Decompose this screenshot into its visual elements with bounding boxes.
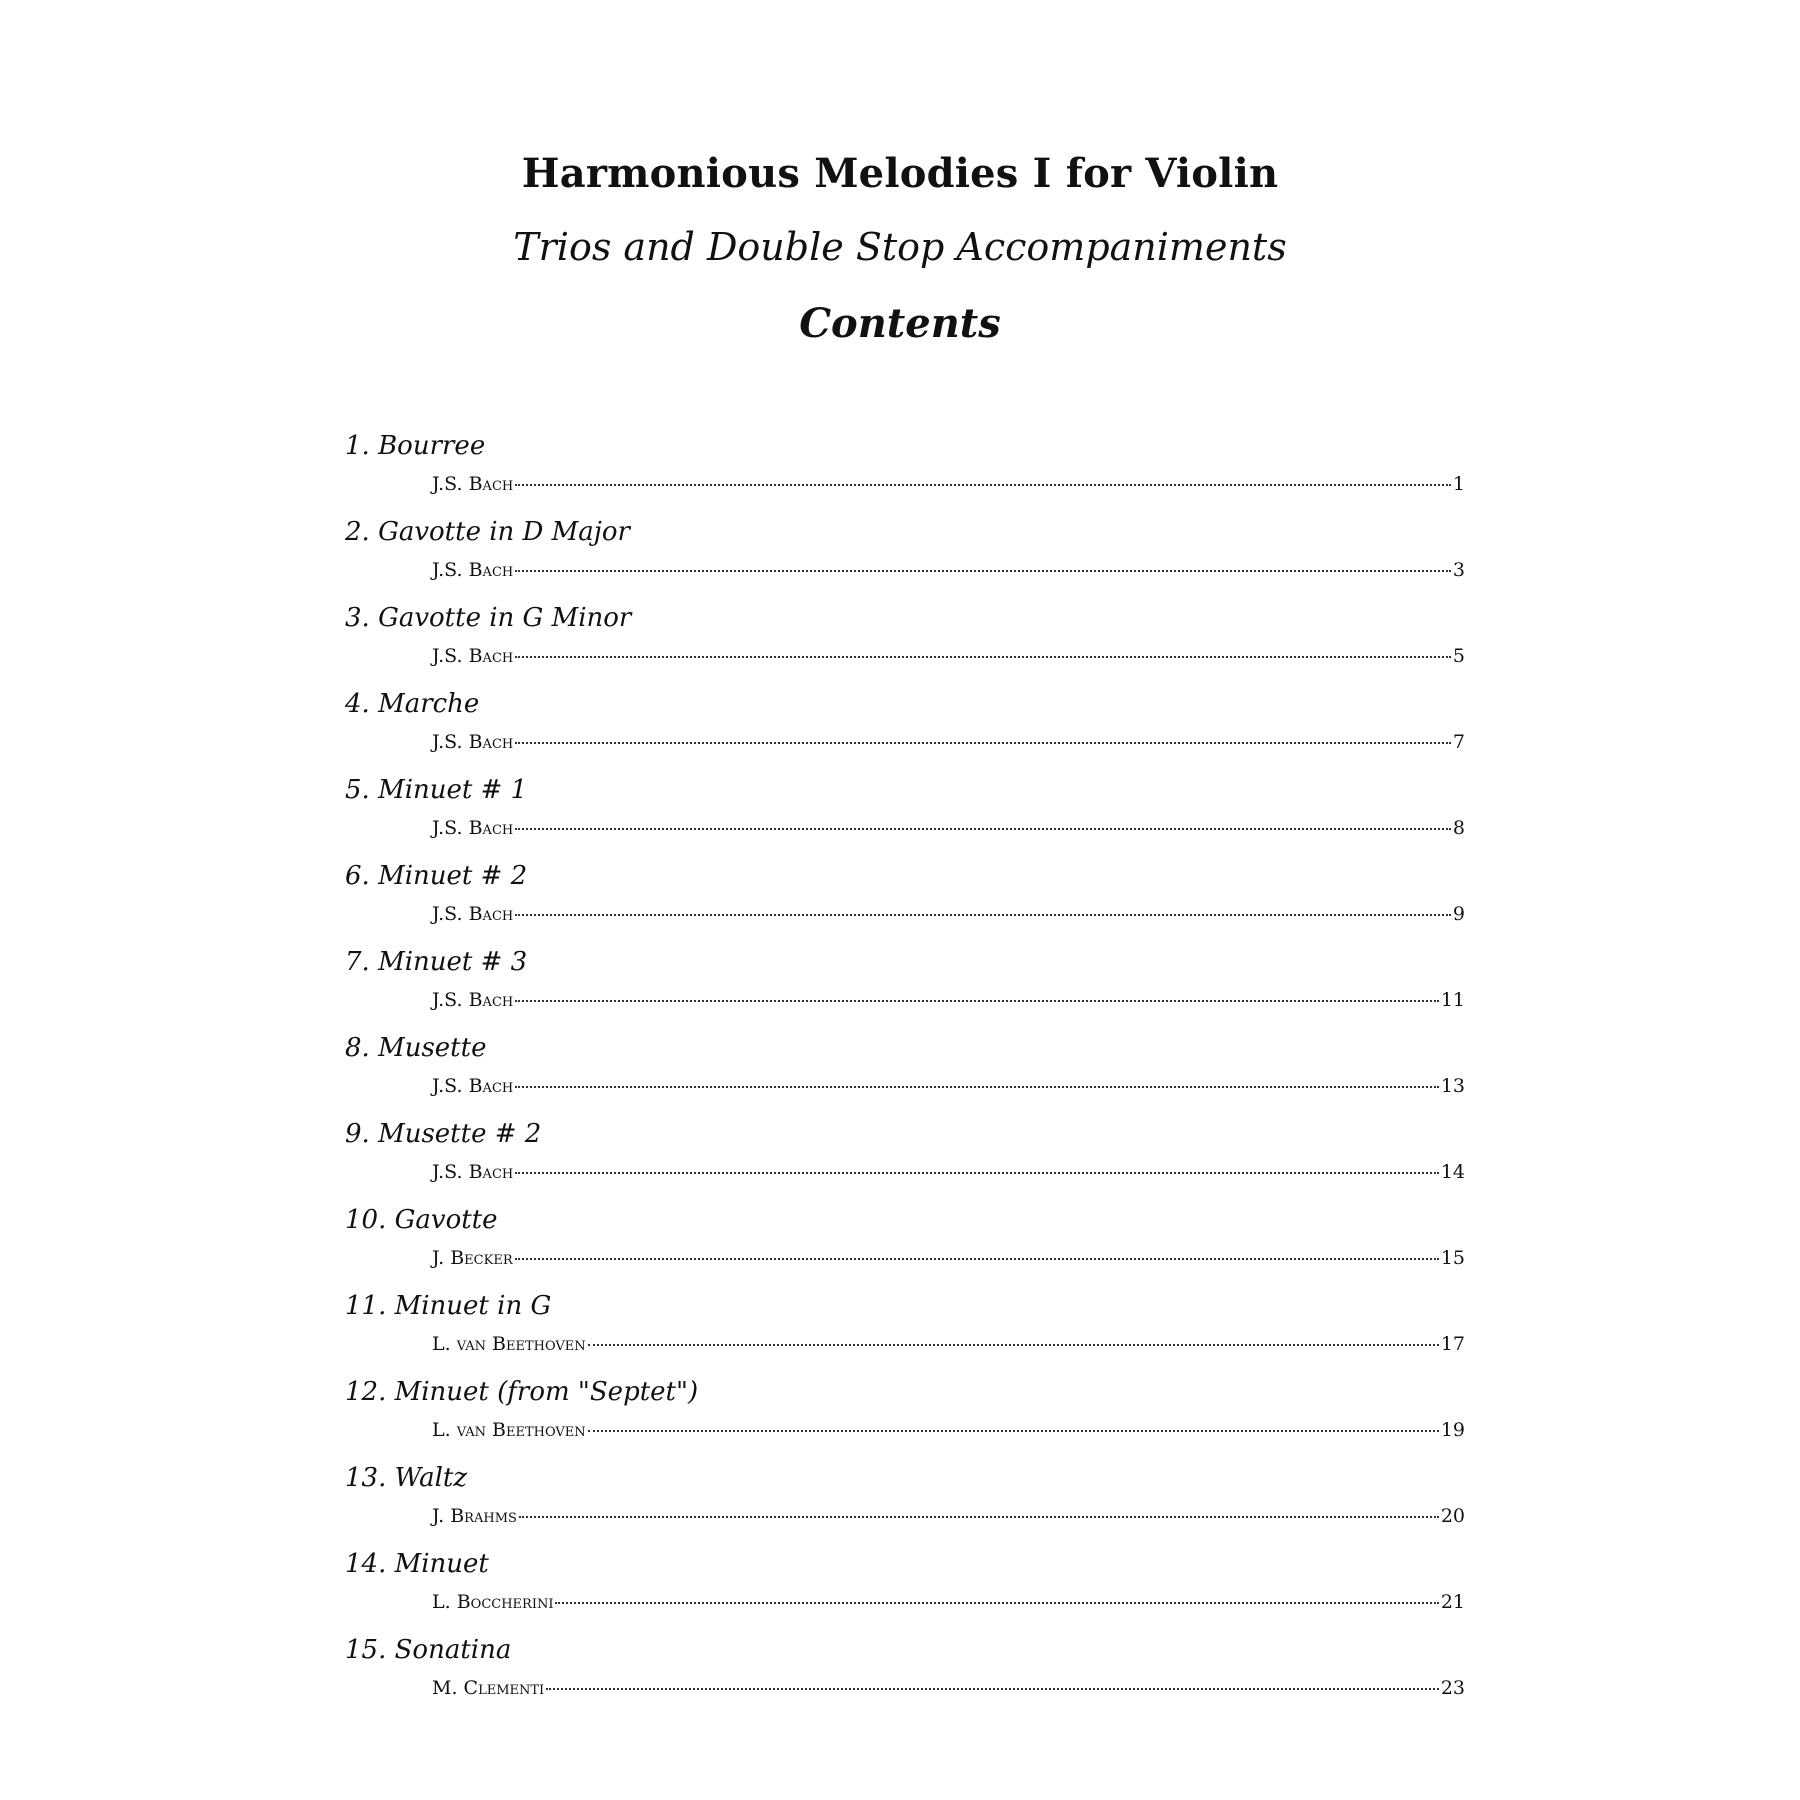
toc-entry bbox=[345, 1199, 1465, 1285]
toc-entry-line bbox=[432, 1333, 1465, 1355]
toc-entry-page-number: 1 bbox=[1452, 473, 1465, 495]
dot-leader bbox=[515, 655, 1451, 658]
toc-entry-line bbox=[432, 1075, 1465, 1097]
toc-entry-line bbox=[432, 817, 1465, 839]
toc-entry-title: 9. Musette # 2 bbox=[345, 1119, 542, 1149]
toc-entry-composer: J.S. Bach bbox=[432, 473, 514, 495]
toc-entry-title: 3. Gavotte in G Minor bbox=[345, 603, 632, 633]
dot-leader bbox=[546, 1687, 1439, 1690]
toc-entry-page-number: 5 bbox=[1452, 645, 1465, 667]
toc-entry-page-number: 23 bbox=[1440, 1677, 1465, 1699]
toc-entry bbox=[345, 1371, 1465, 1457]
dot-leader bbox=[515, 999, 1439, 1002]
toc-entry-page-number: 15 bbox=[1440, 1247, 1465, 1269]
toc-entry bbox=[345, 1543, 1465, 1629]
toc-entry-line bbox=[432, 1247, 1465, 1269]
toc-entry-composer: J.S. Bach bbox=[432, 645, 514, 667]
toc-entry-page-number: 7 bbox=[1452, 731, 1465, 753]
toc-entry-title: 7. Minuet # 3 bbox=[345, 947, 528, 977]
toc-entry-line bbox=[432, 1161, 1465, 1183]
toc-entry-composer: L. van Beethoven bbox=[432, 1333, 586, 1355]
toc-entry-line bbox=[432, 1505, 1465, 1527]
toc-entry-page-number: 14 bbox=[1440, 1161, 1465, 1183]
dot-leader bbox=[515, 827, 1451, 830]
toc-entry bbox=[345, 511, 1465, 597]
document-title: Harmonious Melodies I for Violin bbox=[521, 150, 1279, 197]
dot-leader bbox=[515, 1171, 1439, 1174]
toc-entry-line bbox=[432, 989, 1465, 1011]
toc-entry-page-number: 13 bbox=[1440, 1075, 1465, 1097]
dot-leader bbox=[515, 1085, 1439, 1088]
toc-entry-composer: L. van Beethoven bbox=[432, 1419, 586, 1441]
toc-entry-title: 1. Bourree bbox=[345, 431, 486, 461]
dot-leader bbox=[555, 1601, 1438, 1604]
toc-entry-title: 4. Marche bbox=[345, 689, 480, 719]
toc-entry-title: 12. Minuet (from "Septet") bbox=[345, 1377, 699, 1407]
toc-entry bbox=[345, 683, 1465, 769]
toc-entry-composer: J.S. Bach bbox=[432, 1161, 514, 1183]
toc-entry-title: 2. Gavotte in D Major bbox=[345, 517, 630, 547]
dot-leader bbox=[515, 1257, 1439, 1260]
toc-entry-title: 10. Gavotte bbox=[345, 1205, 498, 1235]
toc-entry-composer: J.S. Bach bbox=[432, 559, 514, 581]
toc-entry-line bbox=[432, 559, 1465, 581]
contents-heading: Contents bbox=[799, 300, 1001, 347]
toc-entry bbox=[345, 1629, 1465, 1715]
toc-entry-composer: J.S. Bach bbox=[432, 731, 514, 753]
toc-entry bbox=[345, 855, 1465, 941]
toc-entry-title: 14. Minuet bbox=[345, 1549, 489, 1579]
toc-entry-composer: J. Becker bbox=[432, 1247, 513, 1269]
toc-entry-composer: J.S. Bach bbox=[432, 1075, 514, 1097]
toc-entry-line bbox=[432, 1591, 1465, 1613]
toc-entry bbox=[345, 1113, 1465, 1199]
toc-entry-composer: L. Boccherini bbox=[432, 1591, 554, 1613]
toc-entry-title: 15. Sonatina bbox=[345, 1635, 512, 1665]
dot-leader bbox=[588, 1429, 1439, 1432]
toc-entry-title: 8. Musette bbox=[345, 1033, 487, 1063]
toc-entry bbox=[345, 597, 1465, 683]
toc-entry bbox=[345, 1457, 1465, 1543]
toc-entry-page-number: 9 bbox=[1452, 903, 1465, 925]
document-subtitle: Trios and Double Stop Accompaniments bbox=[513, 225, 1287, 269]
dot-leader bbox=[515, 483, 1451, 486]
toc-entry bbox=[345, 425, 1465, 511]
toc-entry-page-number: 11 bbox=[1440, 989, 1465, 1011]
toc-entry bbox=[345, 941, 1465, 1027]
toc-entry-page-number: 19 bbox=[1440, 1419, 1465, 1441]
toc-entry-title: 6. Minuet # 2 bbox=[345, 861, 528, 891]
toc-entry-title: 11. Minuet in G bbox=[345, 1291, 552, 1321]
toc-entry-composer: J.S. Bach bbox=[432, 817, 514, 839]
toc-entry-title: 5. Minuet # 1 bbox=[345, 775, 528, 805]
table-of-contents bbox=[345, 425, 1465, 1715]
toc-entry-page-number: 8 bbox=[1452, 817, 1465, 839]
toc-entry-page-number: 20 bbox=[1440, 1505, 1465, 1527]
toc-entry-line bbox=[432, 903, 1465, 925]
toc-entry-title: 13. Waltz bbox=[345, 1463, 468, 1493]
dot-leader bbox=[588, 1343, 1439, 1346]
toc-entry-line bbox=[432, 1419, 1465, 1441]
toc-entry-composer: M. Clementi bbox=[432, 1677, 545, 1699]
toc-entry bbox=[345, 769, 1465, 855]
dot-leader bbox=[519, 1515, 1439, 1518]
toc-entry-composer: J.S. Bach bbox=[432, 903, 514, 925]
toc-entry-line bbox=[432, 473, 1465, 495]
toc-entry-page-number: 17 bbox=[1440, 1333, 1465, 1355]
dot-leader bbox=[515, 913, 1451, 916]
toc-entry-line bbox=[432, 731, 1465, 753]
toc-entry bbox=[345, 1027, 1465, 1113]
dot-leader bbox=[515, 569, 1451, 572]
toc-entry-line bbox=[432, 1677, 1465, 1699]
toc-entry bbox=[345, 1285, 1465, 1371]
toc-entry-page-number: 21 bbox=[1440, 1591, 1465, 1613]
toc-entry-page-number: 3 bbox=[1452, 559, 1465, 581]
toc-entry-composer: J.S. Bach bbox=[432, 989, 514, 1011]
toc-entry-line bbox=[432, 645, 1465, 667]
toc-entry-composer: J. Brahms bbox=[432, 1505, 517, 1527]
dot-leader bbox=[515, 741, 1451, 744]
